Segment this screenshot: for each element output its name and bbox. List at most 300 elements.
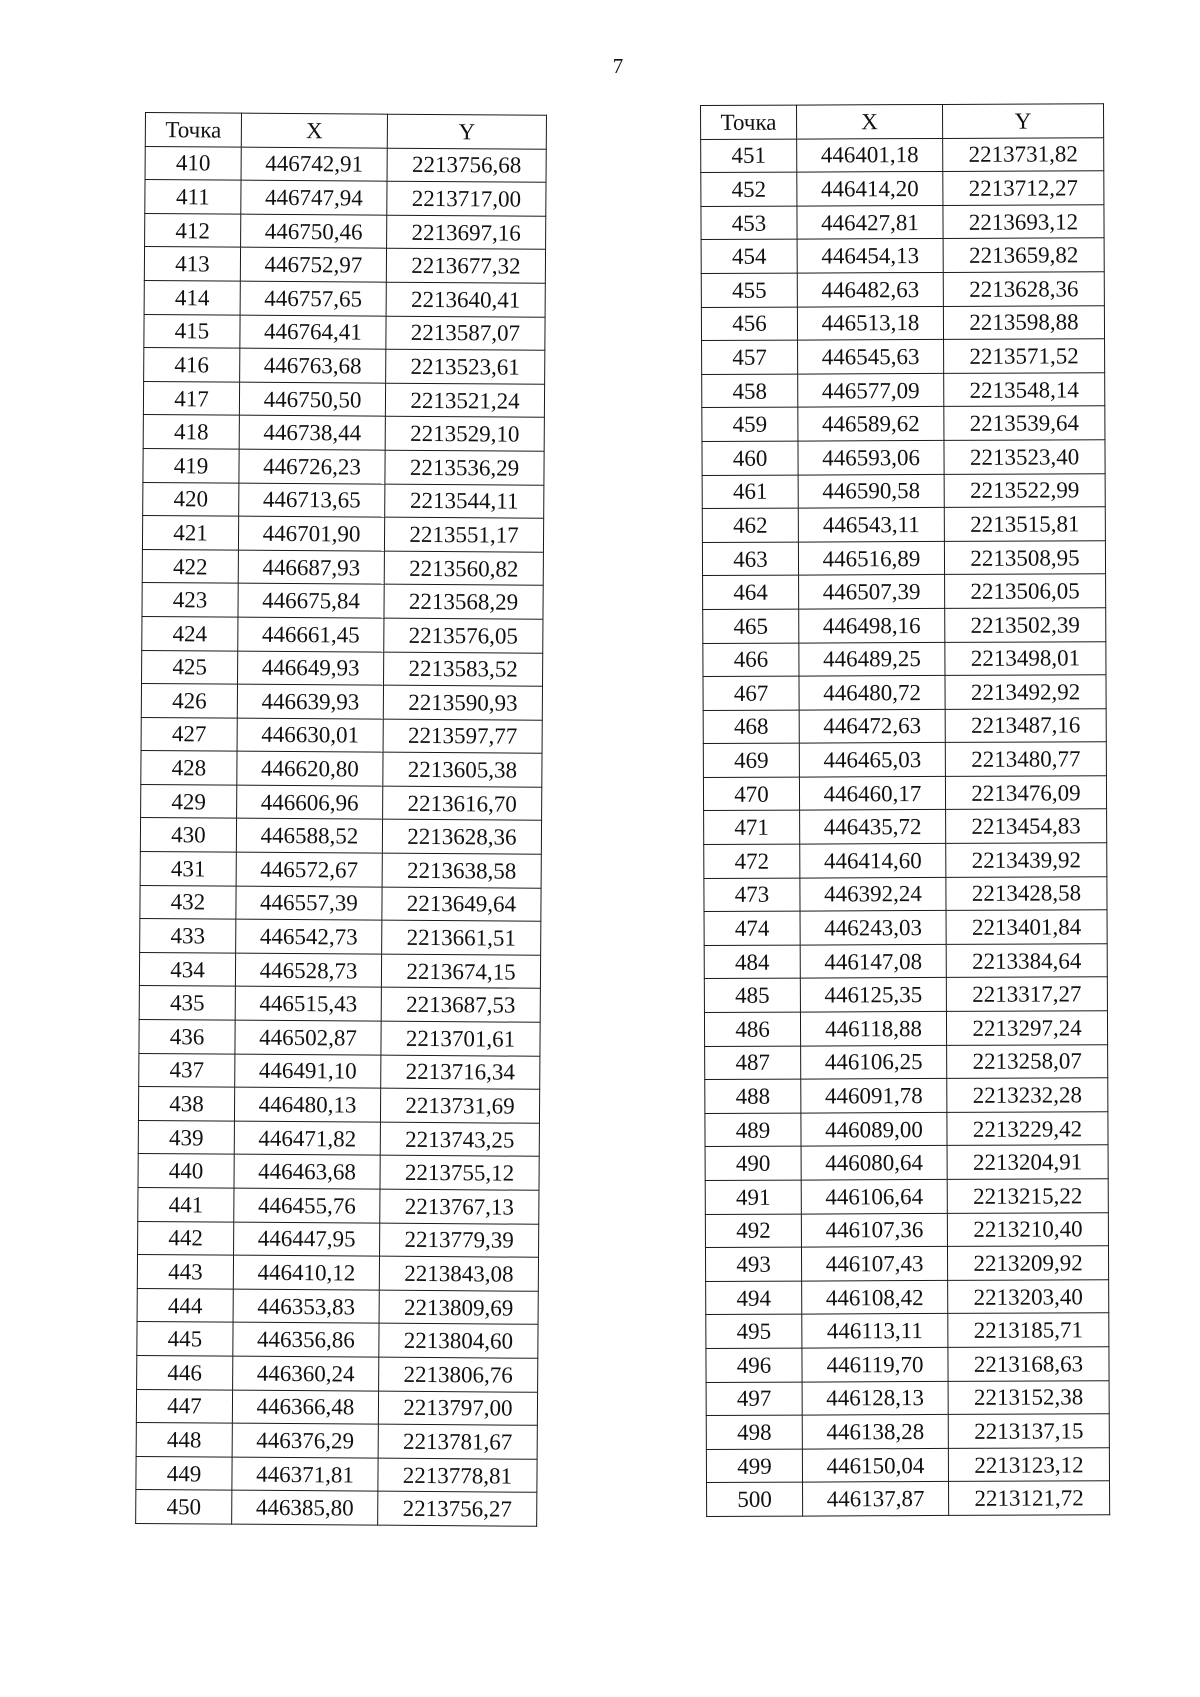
table-row xyxy=(141,684,542,720)
cell-y: 2213480,77 xyxy=(945,742,1106,776)
table-row xyxy=(142,549,543,585)
cell-y: 2213523,61 xyxy=(386,349,545,384)
cell-y: 2213767,13 xyxy=(380,1189,539,1224)
table-row xyxy=(137,1322,538,1358)
cell-y: 2213743,25 xyxy=(380,1122,539,1157)
cell-point: 485 xyxy=(704,979,800,1013)
cell-y: 2213640,41 xyxy=(386,282,545,317)
cell-x: 446480,72 xyxy=(799,676,945,710)
cell-y: 2213755,12 xyxy=(380,1156,539,1191)
cell-point: 462 xyxy=(702,508,798,542)
cell-x: 446757,65 xyxy=(240,281,386,316)
cell-x: 446577,09 xyxy=(798,373,944,407)
cell-y: 2213587,07 xyxy=(386,316,545,351)
table-row xyxy=(707,1481,1110,1516)
cell-point: 418 xyxy=(143,415,239,449)
cell-x: 446414,20 xyxy=(797,172,943,206)
table-row xyxy=(702,540,1105,575)
cell-y: 2213508,95 xyxy=(944,540,1105,574)
cell-x: 446515,43 xyxy=(235,987,381,1022)
table-row xyxy=(706,1347,1109,1382)
table-header xyxy=(701,104,1104,139)
table-row xyxy=(706,1280,1109,1315)
table-row xyxy=(137,1288,538,1324)
cell-y: 2213498,01 xyxy=(945,641,1106,675)
cell-x: 446507,39 xyxy=(799,575,945,609)
cell-point: 496 xyxy=(706,1348,802,1382)
cell-y: 2213210,40 xyxy=(947,1212,1108,1246)
table-row xyxy=(705,1179,1108,1214)
cell-point: 465 xyxy=(703,609,799,643)
cell-x: 446147,08 xyxy=(800,944,946,978)
cell-point: 424 xyxy=(142,616,238,650)
table-row xyxy=(706,1447,1109,1482)
cell-point: 437 xyxy=(139,1053,235,1087)
table-row xyxy=(137,1355,538,1391)
cell-y: 2213583,52 xyxy=(384,652,543,687)
cell-y: 2213536,29 xyxy=(385,450,544,485)
cell-point: 458 xyxy=(702,374,798,408)
cell-point: 432 xyxy=(140,885,236,919)
cell-point: 425 xyxy=(142,650,238,684)
cell-y: 2213712,27 xyxy=(943,171,1104,205)
column-header-y: Y xyxy=(387,114,546,149)
table-row xyxy=(145,180,546,216)
cell-point: 434 xyxy=(139,952,235,986)
cell-x: 446639,93 xyxy=(237,684,383,719)
cell-point: 443 xyxy=(137,1255,233,1289)
cell-x: 446113,11 xyxy=(802,1314,948,1348)
table-row xyxy=(703,641,1106,676)
table-row xyxy=(144,314,545,350)
table-row xyxy=(139,1053,540,1089)
cell-point: 449 xyxy=(136,1456,232,1490)
table-row xyxy=(143,415,544,451)
cell-x: 446080,64 xyxy=(801,1146,947,1180)
cell-x: 446588,52 xyxy=(236,819,382,854)
table-row xyxy=(142,583,543,619)
table-row xyxy=(140,919,541,955)
cell-x: 446502,87 xyxy=(235,1020,381,1055)
table-row xyxy=(702,507,1105,542)
table-row xyxy=(701,171,1104,206)
cell-point: 467 xyxy=(703,676,799,710)
cell-y: 2213616,70 xyxy=(383,786,542,821)
cell-y: 2213571,52 xyxy=(944,339,1105,373)
cell-x: 446543,11 xyxy=(798,508,944,542)
table-row xyxy=(141,717,542,753)
cell-y: 2213539,64 xyxy=(944,406,1105,440)
cell-point: 411 xyxy=(145,180,241,214)
cell-point: 421 xyxy=(142,516,238,550)
cell-x: 446118,88 xyxy=(800,1011,946,1045)
cell-point: 470 xyxy=(703,777,799,811)
cell-x: 446491,10 xyxy=(235,1054,381,1089)
cell-y: 2213597,77 xyxy=(383,719,542,754)
table-row xyxy=(706,1414,1109,1449)
cell-y: 2213779,39 xyxy=(380,1223,539,1258)
cell-x: 446401,18 xyxy=(797,138,943,172)
table-row xyxy=(143,482,544,518)
cell-y: 2213529,10 xyxy=(385,417,544,452)
cell-y: 2213544,11 xyxy=(385,484,544,519)
cell-y: 2213781,67 xyxy=(378,1424,537,1459)
table-row xyxy=(141,751,542,787)
cell-point: 500 xyxy=(707,1482,803,1516)
table-row xyxy=(136,1456,537,1492)
cell-y: 2213576,05 xyxy=(384,618,543,653)
table-row xyxy=(703,608,1106,643)
cell-x: 446455,76 xyxy=(234,1188,380,1223)
cell-x: 446738,44 xyxy=(239,416,385,451)
cell-point: 492 xyxy=(705,1214,801,1248)
cell-y: 2213551,17 xyxy=(384,517,543,552)
cell-point: 454 xyxy=(701,239,797,273)
cell-point: 435 xyxy=(139,986,235,1020)
cell-point: 489 xyxy=(705,1113,801,1147)
table-row xyxy=(704,910,1107,945)
cell-point: 459 xyxy=(702,407,798,441)
table-row xyxy=(145,213,546,249)
cell-y: 2213804,60 xyxy=(379,1324,538,1359)
cell-point: 453 xyxy=(701,206,797,240)
table-row xyxy=(703,742,1106,777)
table-row xyxy=(703,708,1106,743)
cell-point: 486 xyxy=(704,1012,800,1046)
table-row xyxy=(140,885,541,921)
cell-point: 490 xyxy=(705,1146,801,1180)
table-row xyxy=(138,1120,539,1156)
table-row xyxy=(704,876,1107,911)
table-row xyxy=(139,952,540,988)
cell-y: 2213487,16 xyxy=(945,708,1106,742)
cell-y: 2213731,82 xyxy=(943,137,1104,171)
cell-x: 446701,90 xyxy=(238,516,384,551)
cell-point: 488 xyxy=(705,1079,801,1113)
cell-y: 2213439,92 xyxy=(946,843,1107,877)
table-row xyxy=(145,146,546,182)
cell-x: 446447,95 xyxy=(234,1222,380,1257)
cell-point: 495 xyxy=(706,1314,802,1348)
cell-point: 472 xyxy=(704,844,800,878)
table-row xyxy=(138,1187,539,1223)
table-row xyxy=(144,348,545,384)
table-row xyxy=(701,272,1104,307)
table-row xyxy=(144,247,545,283)
table-row xyxy=(701,238,1104,273)
table-row xyxy=(702,406,1105,441)
cell-point: 426 xyxy=(141,684,237,718)
cell-point: 410 xyxy=(145,146,241,180)
cell-y: 2213560,82 xyxy=(384,551,543,586)
cell-x: 446360,24 xyxy=(233,1356,379,1391)
cell-y: 2213638,58 xyxy=(382,853,541,888)
cell-x: 446385,80 xyxy=(232,1490,378,1525)
cell-x: 446107,36 xyxy=(801,1213,947,1247)
cell-x: 446366,48 xyxy=(232,1390,378,1425)
table-row xyxy=(705,1112,1108,1147)
cell-x: 446606,96 xyxy=(237,785,383,820)
cell-y: 2213628,36 xyxy=(943,272,1104,306)
cell-point: 448 xyxy=(136,1423,232,1457)
cell-y: 2213809,69 xyxy=(379,1290,538,1325)
cell-x: 446516,89 xyxy=(798,541,944,575)
cell-x: 446590,58 xyxy=(798,474,944,508)
cell-point: 466 xyxy=(703,643,799,677)
table-row xyxy=(144,280,545,316)
table-row xyxy=(705,1246,1108,1281)
cell-point: 469 xyxy=(703,743,799,777)
cell-y: 2213297,24 xyxy=(946,1011,1107,1045)
cell-point: 439 xyxy=(138,1120,234,1154)
column-header-point: Точка xyxy=(145,113,241,147)
cell-x: 446471,82 xyxy=(234,1121,380,1156)
cell-point: 497 xyxy=(706,1382,802,1416)
cell-x: 446138,28 xyxy=(802,1415,948,1449)
cell-y: 2213454,83 xyxy=(946,809,1107,843)
cell-y: 2213121,72 xyxy=(949,1481,1110,1515)
cell-y: 2213605,38 xyxy=(383,752,542,787)
table-header xyxy=(145,113,546,149)
table-row xyxy=(706,1313,1109,1348)
cell-x: 446764,41 xyxy=(240,315,386,350)
cell-x: 446472,63 xyxy=(799,709,945,743)
cell-y: 2213716,34 xyxy=(381,1055,540,1090)
cell-x: 446392,24 xyxy=(800,877,946,911)
cell-x: 446371,81 xyxy=(232,1457,378,1492)
cell-x: 446630,01 xyxy=(237,718,383,753)
table-row xyxy=(138,1087,539,1123)
cell-x: 446482,63 xyxy=(797,272,943,306)
cell-point: 491 xyxy=(705,1180,801,1214)
cell-point: 484 xyxy=(704,945,800,979)
table-row xyxy=(139,986,540,1022)
cell-x: 446435,72 xyxy=(800,810,946,844)
cell-x: 446557,39 xyxy=(236,886,382,921)
cell-x: 446750,50 xyxy=(239,382,385,417)
cell-point: 414 xyxy=(144,280,240,314)
cell-point: 460 xyxy=(702,441,798,475)
cell-y: 2213522,99 xyxy=(944,473,1105,507)
cell-point: 471 xyxy=(704,811,800,845)
cell-y: 2213204,91 xyxy=(947,1145,1108,1179)
table-row xyxy=(705,1212,1108,1247)
column-header-x: X xyxy=(797,104,943,138)
cell-point: 455 xyxy=(701,273,797,307)
cell-y: 2213598,88 xyxy=(943,305,1104,339)
table-row xyxy=(702,473,1105,508)
cell-y: 2213232,28 xyxy=(947,1078,1108,1112)
cell-point: 427 xyxy=(141,717,237,751)
cell-x: 446572,67 xyxy=(236,852,382,887)
table-row xyxy=(702,339,1105,374)
cell-point: 451 xyxy=(701,139,797,173)
cell-x: 446150,04 xyxy=(802,1448,948,1482)
cell-y: 2213778,81 xyxy=(378,1458,537,1493)
cell-point: 413 xyxy=(144,247,240,281)
cell-point: 441 xyxy=(138,1187,234,1221)
cell-point: 464 xyxy=(703,575,799,609)
cell-point: 499 xyxy=(706,1449,802,1483)
cell-x: 446489,25 xyxy=(799,642,945,676)
cell-point: 493 xyxy=(705,1247,801,1281)
cell-y: 2213756,27 xyxy=(378,1492,537,1527)
cell-y: 2213797,00 xyxy=(378,1391,537,1426)
cell-point: 468 xyxy=(703,710,799,744)
cell-y: 2213428,58 xyxy=(946,876,1107,910)
table-row xyxy=(701,305,1104,340)
cell-y: 2213152,38 xyxy=(948,1380,1109,1414)
cell-y: 2213590,93 xyxy=(383,685,542,720)
cell-point: 498 xyxy=(706,1415,802,1449)
cell-point: 452 xyxy=(701,172,797,206)
cell-x: 446128,13 xyxy=(802,1381,948,1415)
cell-point: 450 xyxy=(136,1490,232,1524)
cell-y: 2213674,15 xyxy=(381,954,540,989)
cell-x: 446742,91 xyxy=(241,147,387,182)
table-row xyxy=(141,784,542,820)
table-row xyxy=(138,1221,539,1257)
cell-y: 2213137,15 xyxy=(948,1414,1109,1448)
cell-point: 463 xyxy=(702,542,798,576)
table-row xyxy=(142,650,543,686)
cell-point: 436 xyxy=(139,1020,235,1054)
cell-x: 446376,29 xyxy=(232,1423,378,1458)
cell-y: 2213806,76 xyxy=(379,1357,538,1392)
cell-point: 487 xyxy=(705,1046,801,1080)
cell-x: 446675,84 xyxy=(238,583,384,618)
cell-point: 419 xyxy=(143,448,239,482)
table-row xyxy=(704,843,1107,878)
cell-x: 446589,62 xyxy=(798,407,944,441)
cell-x: 446542,73 xyxy=(236,919,382,954)
cell-point: 431 xyxy=(140,852,236,886)
cell-y: 2213492,92 xyxy=(945,675,1106,709)
table-row xyxy=(703,776,1106,811)
cell-point: 415 xyxy=(144,314,240,348)
cell-y: 2213506,05 xyxy=(945,574,1106,608)
cell-point: 438 xyxy=(138,1087,234,1121)
cell-y: 2213203,40 xyxy=(948,1280,1109,1314)
cell-x: 446454,13 xyxy=(797,239,943,273)
cell-x: 446687,93 xyxy=(238,550,384,585)
table-row xyxy=(143,448,544,484)
table-row xyxy=(143,381,544,417)
cell-x: 446125,35 xyxy=(800,978,946,1012)
table-row xyxy=(703,675,1106,710)
column-header-x: X xyxy=(241,113,387,148)
cell-x: 446091,78 xyxy=(801,1079,947,1113)
table-row xyxy=(705,1145,1108,1180)
cell-point: 422 xyxy=(142,549,238,583)
cell-point: 442 xyxy=(138,1221,234,1255)
cell-y: 2213701,61 xyxy=(381,1021,540,1056)
cell-x: 446726,23 xyxy=(239,449,385,484)
cell-x: 446137,87 xyxy=(803,1482,949,1516)
page-number: 7 xyxy=(612,54,624,78)
cell-y: 2213401,84 xyxy=(946,910,1107,944)
cell-x: 446107,43 xyxy=(801,1247,947,1281)
table-row xyxy=(137,1255,538,1291)
header-row xyxy=(701,104,1104,139)
table-row xyxy=(703,574,1106,609)
cell-y: 2213502,39 xyxy=(945,608,1106,642)
cell-point: 456 xyxy=(701,307,797,341)
table-row xyxy=(704,809,1107,844)
cell-x: 446427,81 xyxy=(797,205,943,239)
coordinates-table-right xyxy=(700,103,1110,1517)
cell-y: 2213476,09 xyxy=(945,776,1106,810)
cell-y: 2213317,27 xyxy=(946,977,1107,1011)
table-row xyxy=(136,1490,537,1526)
cell-x: 446463,68 xyxy=(234,1155,380,1190)
cell-y: 2213168,63 xyxy=(948,1347,1109,1381)
table-row xyxy=(702,372,1105,407)
header-row xyxy=(145,113,546,149)
table-row xyxy=(136,1423,537,1459)
cell-y: 2213677,32 xyxy=(386,249,545,284)
cell-x: 446460,17 xyxy=(799,776,945,810)
cell-y: 2213384,64 xyxy=(946,944,1107,978)
table-row xyxy=(705,1044,1108,1079)
column-header-y: Y xyxy=(942,104,1103,138)
table-row xyxy=(704,1011,1107,1046)
cell-point: 474 xyxy=(704,911,800,945)
cell-x: 446763,68 xyxy=(240,348,386,383)
cell-point: 429 xyxy=(141,784,237,818)
cell-x: 446106,64 xyxy=(801,1179,947,1213)
cell-y: 2213123,12 xyxy=(948,1447,1109,1481)
cell-x: 446465,03 xyxy=(799,743,945,777)
cell-x: 446353,83 xyxy=(233,1289,379,1324)
cell-x: 446545,63 xyxy=(798,340,944,374)
cell-point: 457 xyxy=(702,340,798,374)
cell-x: 446498,16 xyxy=(799,608,945,642)
column-header-point: Точка xyxy=(701,105,797,139)
cell-x: 446661,45 xyxy=(238,617,384,652)
coordinates-table-left xyxy=(135,112,547,1527)
cell-y: 2213215,22 xyxy=(947,1179,1108,1213)
cell-x: 446620,80 xyxy=(237,751,383,786)
cell-point: 447 xyxy=(136,1389,232,1423)
cell-y: 2213185,71 xyxy=(948,1313,1109,1347)
table-row xyxy=(136,1389,537,1425)
table-row xyxy=(142,516,543,552)
cell-y: 2213843,08 xyxy=(379,1256,538,1291)
cell-x: 446750,46 xyxy=(241,214,387,249)
cell-y: 2213521,24 xyxy=(385,383,544,418)
cell-y: 2213229,42 xyxy=(947,1112,1108,1146)
cell-y: 2213659,82 xyxy=(943,238,1104,272)
cell-x: 446480,13 xyxy=(234,1087,380,1122)
cell-point: 446 xyxy=(137,1355,233,1389)
cell-x: 446119,70 xyxy=(802,1347,948,1381)
cell-point: 433 xyxy=(140,919,236,953)
cell-x: 446089,00 xyxy=(801,1112,947,1146)
cell-point: 473 xyxy=(704,878,800,912)
table-row xyxy=(701,205,1104,240)
cell-y: 2213209,92 xyxy=(947,1246,1108,1280)
cell-x: 446108,42 xyxy=(802,1280,948,1314)
cell-point: 440 xyxy=(138,1154,234,1188)
table-row xyxy=(704,977,1107,1012)
cell-point: 416 xyxy=(144,348,240,382)
cell-y: 2213523,40 xyxy=(944,440,1105,474)
cell-x: 446593,06 xyxy=(798,440,944,474)
cell-point: 423 xyxy=(142,583,238,617)
cell-x: 446410,12 xyxy=(233,1255,379,1290)
cell-y: 2213661,51 xyxy=(382,920,541,955)
